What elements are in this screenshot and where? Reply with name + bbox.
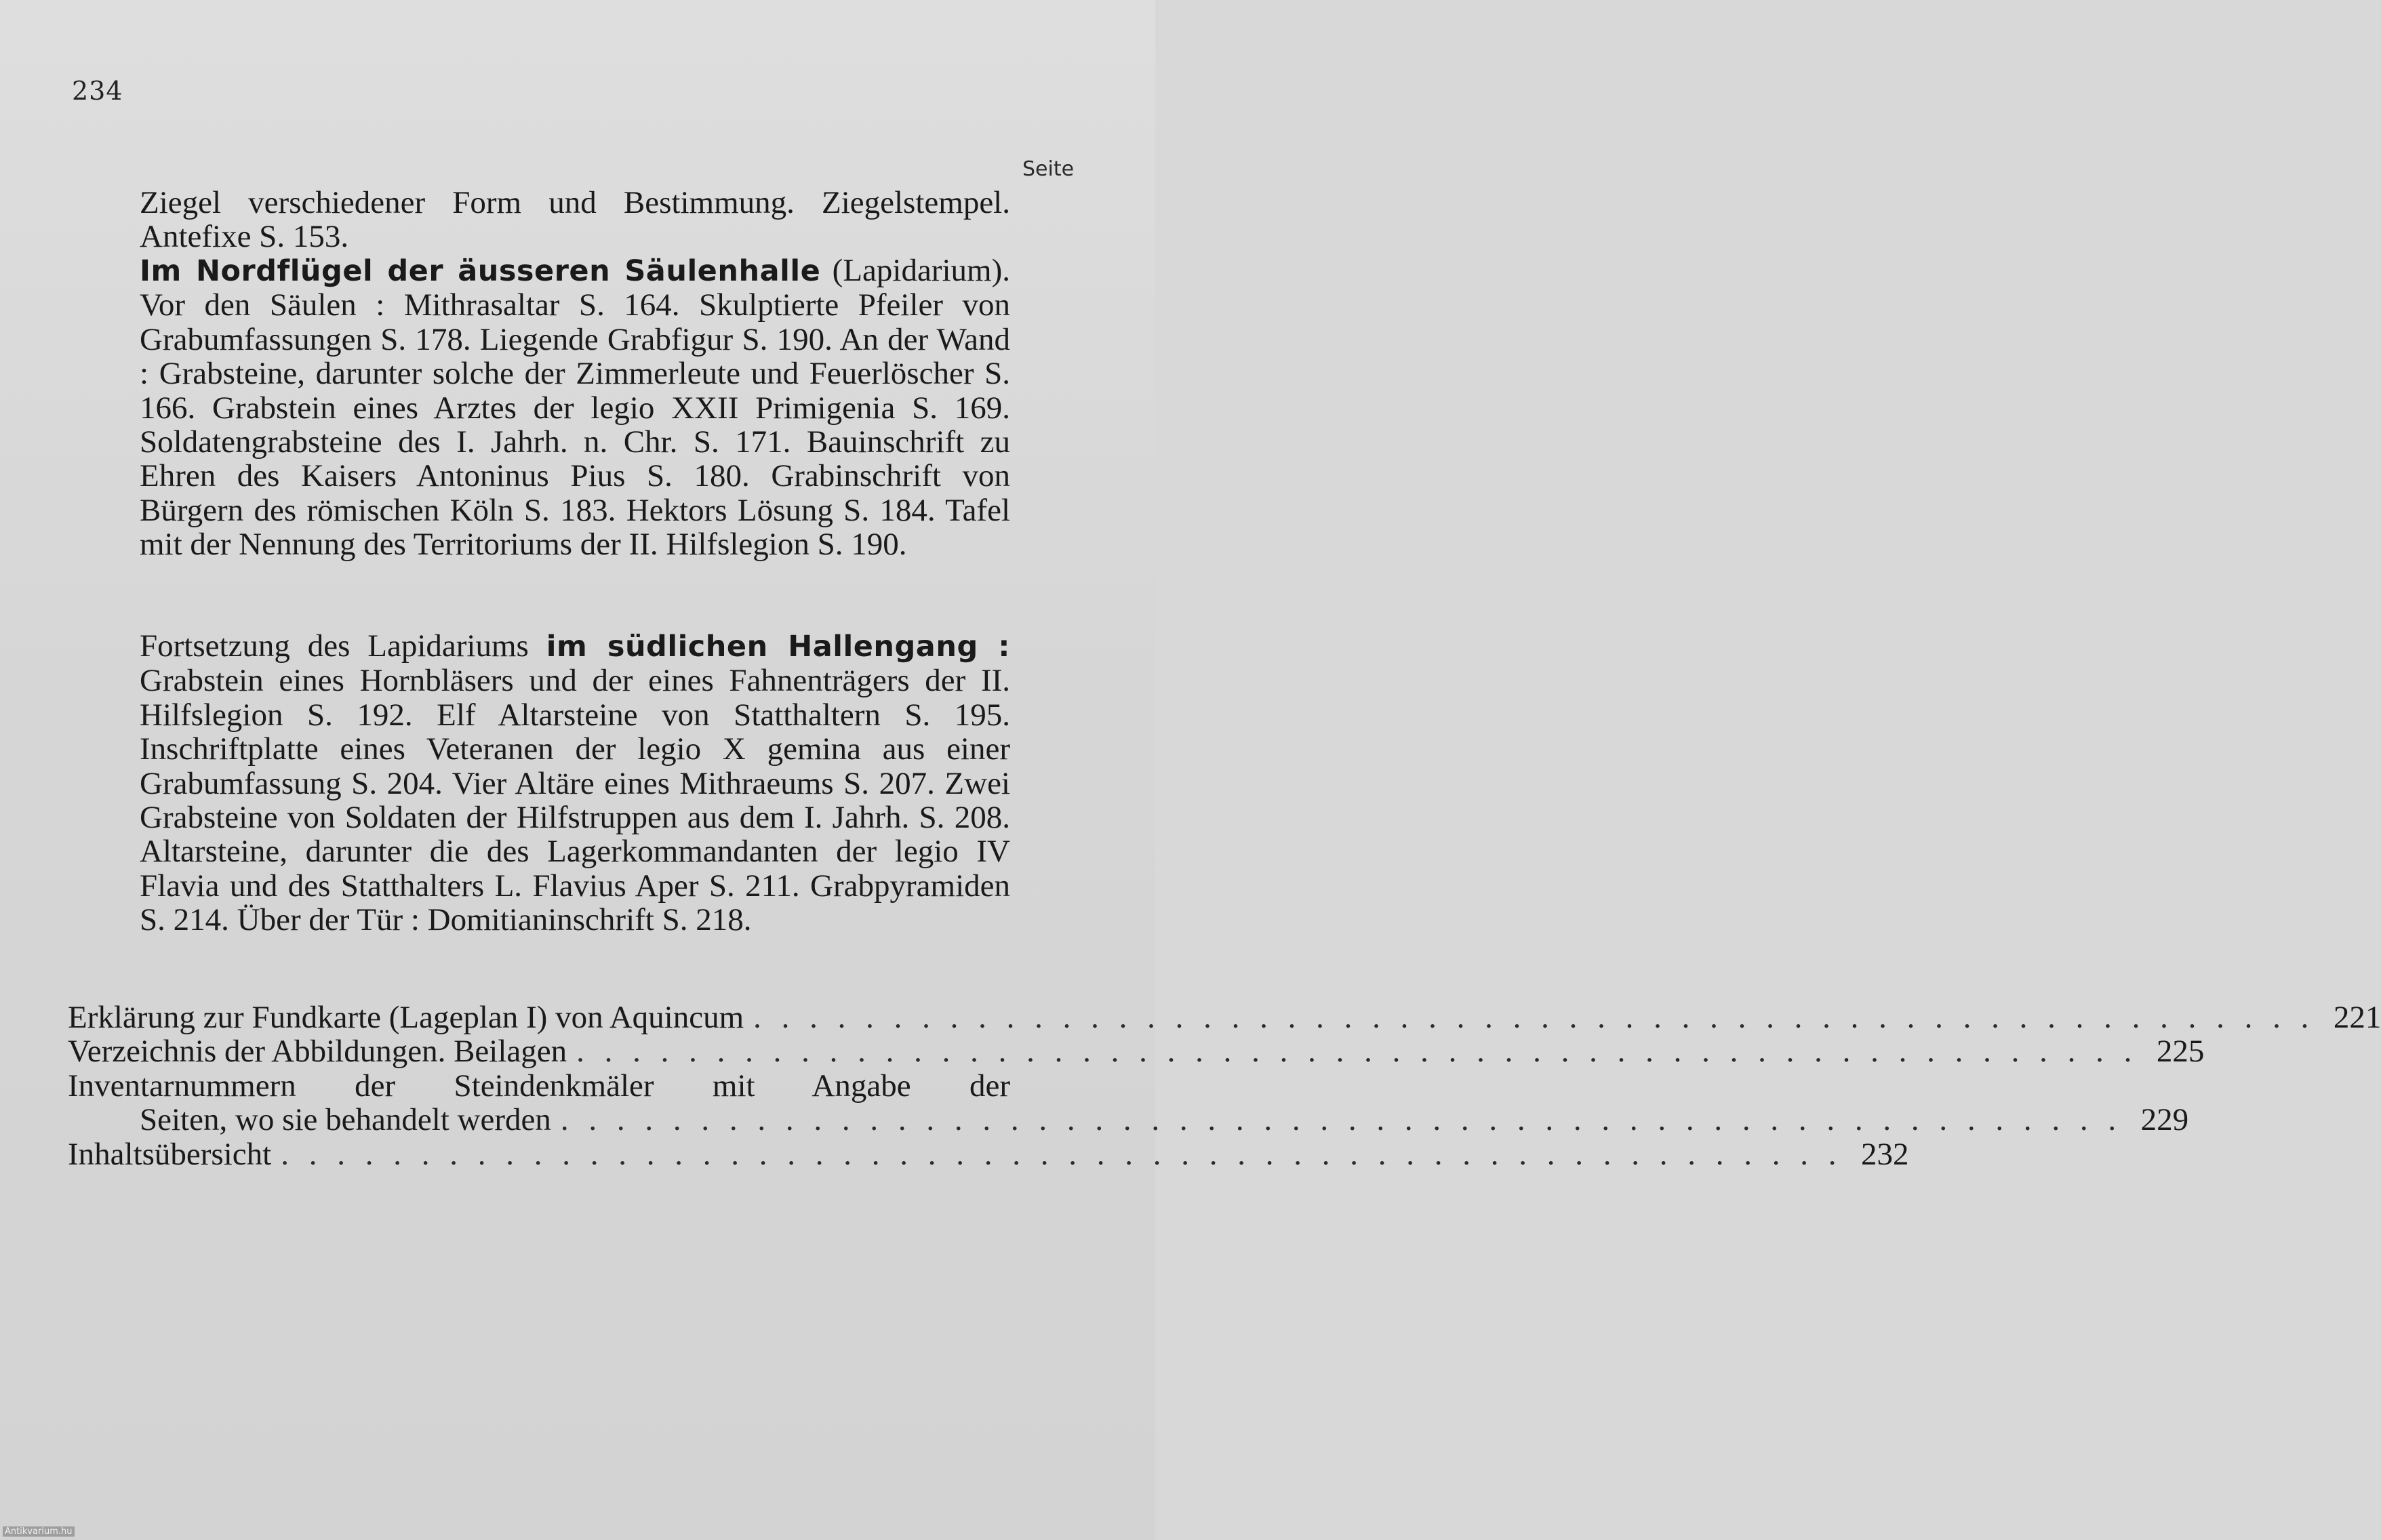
toc-entry	[68, 1000, 2381, 1035]
toc-entry	[68, 1136, 1909, 1172]
paragraph-hallengang-text: Grabstein eines Hornbläsers und der eines Fahnenträgers der II. Hilfslegion S. 192. Elf Altarsteine von Statthaltern S. 195. Inschriftplatte eines Veteranen der legio X gemina aus einer Grabumfassung S. 204. Vier Altäre eines Mithraeums S. 207. Zwei Grabsteine von Soldaten der Hilfstruppen aus dem I. Jahrh. S. 208. Altarsteine, darunter die des Lagerkommandanten der legio IV Flavia und des Statthalters L. Flavius Aper S. 211. Grabpyramiden S. 214. Über der Tür : Domitianinschrift S. 218.	[140, 663, 1010, 938]
table-of-contents	[68, 1000, 2381, 1172]
watermark: Antikvarium.hu	[3, 1526, 75, 1537]
toc-entry	[68, 1102, 2189, 1138]
paragraph-hallengang	[140, 629, 1010, 937]
paragraph-nordfluegel-text: (Lapidarium). Vor den Säulen : Mithrasaltar S. 164. Skulptierte Pfeiler von Grabumfassungen S. 178. Liegende Grabfigur S. 190. An der Wand : Grabsteine, darunter solche der Zimmerleute und Feuerlöscher S. 166. Grabstein eines Arztes der legio XXII Primigenia S. 169. Soldatengrabsteine des I. Jahrh. n. Chr. S. 171. Bauinschrift zu Ehren des Kaisers Antoninus Pius S. 180. Grabinschrift von Bürgern des römischen Köln S. 183. Hektors Lösung S. 184. Tafel mit der Nennung des Territoriums der II. Hilfslegion S. 190.	[140, 253, 1010, 563]
toc-entry-title-line1: Inventarnummern der Steindenkmäler mit Angabe der	[68, 1068, 1010, 1103]
toc-entry-page: 229	[2140, 1102, 2189, 1138]
page-number: 234	[72, 76, 123, 106]
toc-entry-title: Verzeichnis der Abbildungen. Beilagen	[68, 1034, 567, 1070]
toc-entry-page: 225	[2156, 1034, 2205, 1070]
page-column-header: Seite	[1022, 157, 1075, 181]
toc-leader-dots: . . . . . . . . . . . . . . . . . . . . . . . . . . . . . . . . . . . . . . . . . . . . . . . . . . . . . . . .	[560, 1102, 2123, 1138]
toc-entry-title-line2: Seiten, wo sie behandelt werden	[140, 1102, 551, 1138]
paragraph-ziegel: Ziegel verschiedener Form und Bestimmung. Ziegelstempel. Antefixe S. 153.	[140, 185, 1010, 255]
toc-leader-dots: . . . . . . . . . . . . . . . . . . . . . . . . . . . . . . . . . . . . . . . . . . . . . . . . . . . . . . . .	[576, 1034, 2138, 1070]
paragraph-hallengang-intro: Fortsetzung des Lapidariums	[140, 628, 546, 664]
toc-entry-page: 232	[1860, 1136, 1909, 1172]
toc-leader-dots: . . . . . . . . . . . . . . . . . . . . . . . . . . . . . . . . . . . . . . . . . . . . . . . . . . . . . . . .	[753, 1000, 2315, 1035]
toc-leader-dots: . . . . . . . . . . . . . . . . . . . . . . . . . . . . . . . . . . . . . . . . . . . . . . . . . . . . . . . .	[281, 1136, 1843, 1172]
heading-hallengang: im südlichen Hallengang :	[546, 630, 1010, 664]
heading-nordfluegel: Im Nordflügel der äusseren Säulenhalle	[140, 254, 821, 288]
toc-entry	[68, 1034, 2205, 1070]
toc-entry-page: 221	[2333, 1000, 2381, 1035]
toc-entry-title: Inhaltsübersicht	[68, 1136, 272, 1172]
paragraph-nordfluegel	[140, 254, 1010, 562]
toc-entry-title: Erklärung zur Fundkarte (Lageplan I) von Aquincum	[68, 1000, 744, 1035]
